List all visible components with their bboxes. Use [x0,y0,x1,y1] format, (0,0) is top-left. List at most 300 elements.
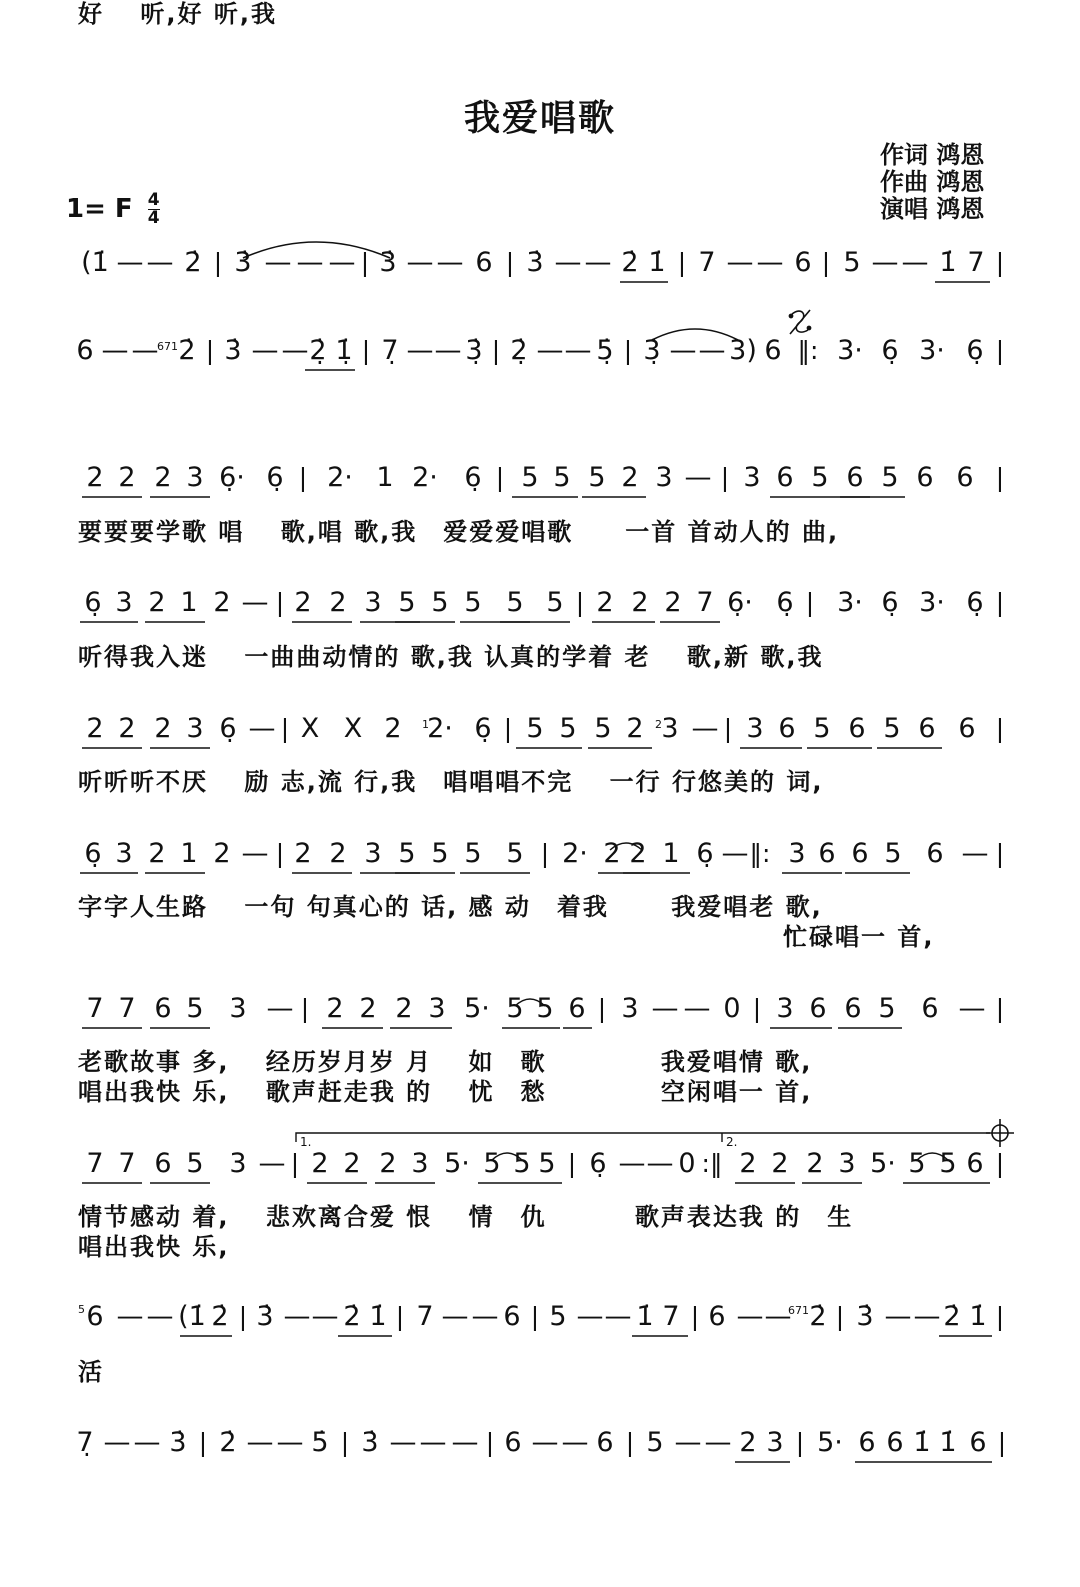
note: — [131,335,159,366]
note: 5 [549,1301,567,1332]
note: 6 [764,335,782,366]
note: 2 [596,587,614,618]
note: 5 [843,247,861,278]
note: 6 [475,247,493,278]
note: — [283,1301,311,1332]
note: 6 [778,713,796,744]
note: 3̇ [234,247,252,278]
time-signature-unit: 4 [147,208,160,228]
note: 6 [851,838,869,869]
note: 3 [186,713,204,744]
note: 2· [412,462,438,493]
note: — [146,247,174,278]
note: — [246,1427,274,1458]
note: 3 [364,838,382,869]
note: 1̇ [648,247,666,278]
barline: | [677,248,687,277]
ending-label: 2. [726,1135,738,1149]
barline: | [485,1428,495,1457]
note: 5̇ [311,1427,329,1458]
note: 2 [621,462,639,493]
note: X [343,713,363,744]
barline: | [995,588,1005,617]
note: 6̣ [966,335,984,366]
note: — [901,247,929,278]
note: 5· [870,1148,896,1179]
note: 6 [958,713,976,744]
note: 2 [329,587,347,618]
note: 6̣ [696,838,714,869]
note: 2 [359,993,377,1024]
note: 6 [966,1148,984,1179]
note: 6 [844,993,862,1024]
note: 7 [86,1148,104,1179]
barline: | [575,588,585,617]
note: 3̣̇ [643,335,661,366]
barline: | [821,248,831,277]
note: — [646,1148,674,1179]
barline: | [805,588,815,617]
note: — [258,1148,286,1179]
barline: | [720,463,730,492]
note: 1 [180,587,198,618]
note: 1̇ [969,1301,987,1332]
note: — [674,1427,702,1458]
barline: | [625,1428,635,1457]
note: 3 [229,1148,247,1179]
note: — [264,247,292,278]
note: — [756,247,784,278]
note: — [584,247,612,278]
note: 3 [186,462,204,493]
note: 5 [398,838,416,869]
barline: | [298,463,308,492]
barline: | [995,714,1005,743]
note: — [281,335,309,366]
note: 5 [521,462,539,493]
note: 6 [76,335,94,366]
note: 2 [806,1148,824,1179]
note: 2 [213,587,231,618]
note: — [961,838,989,869]
note: 2 [395,993,413,1024]
note: 2 [86,462,104,493]
note: 5 [646,1427,664,1458]
note: 5 [546,587,564,618]
note: 2 [213,838,231,869]
note: 2· [427,713,453,744]
note: 6 [154,1148,172,1179]
note: 1̇ [939,247,957,278]
lyric-line: 听听听不厌 励 志,流 行,我 唱唱唱不完 一行 行悠美的 词, [78,768,824,796]
note: — [103,1427,131,1458]
note: 6 [504,1427,522,1458]
note: — [736,1301,764,1332]
note: 2 [329,838,347,869]
note: — [276,1427,304,1458]
note: — [684,462,712,493]
note: (1̇ [81,247,109,278]
svg-text:5: 5 [78,1303,85,1316]
note: 5 [526,713,544,744]
note: 6 [848,713,866,744]
lyric-line: 唱出我快 乐, 歌声赶走我 的 忧 愁 空闲唱一 首, [78,1078,813,1106]
note: 7 [967,247,985,278]
note: 5 [431,587,449,618]
note: 2 [154,713,172,744]
note: 5 [939,1148,957,1179]
barline: | [835,1302,845,1331]
note: 6 [921,993,939,1024]
barline: :‖ [701,1149,723,1178]
note: 2 [664,587,682,618]
note: — [406,247,434,278]
note: — [434,335,462,366]
note: 2̇ [943,1301,961,1332]
note: — [116,247,144,278]
note: 5 [431,838,449,869]
barline: | [995,336,1005,365]
note: 3 [838,1148,856,1179]
note: 6 [886,1427,904,1458]
lyric-line: 要要要学歌 唱 歌,唱 歌,我 爱爱爱唱歌 一首 首动人的 曲, [78,518,840,546]
song-title: 我爱唱歌 [463,98,616,139]
note: 2 [603,838,621,869]
note: 3· [919,587,945,618]
note: 3̇ [856,1301,874,1332]
note: 7̣ [381,335,399,366]
note: — [958,993,986,1024]
credit-singer: 演唱 鸿恩 [880,195,985,223]
note: 5 [881,462,899,493]
note: 6̣ [881,587,899,618]
note: 3 [788,838,806,869]
note: 2 [343,1148,361,1179]
svg-text:671: 671 [788,1304,809,1317]
barline: | [995,839,1005,868]
barline: | [995,248,1005,277]
note: 5 [506,838,524,869]
note: 5 [559,713,577,744]
note: — [311,1301,339,1332]
note: 3̇ [526,247,544,278]
note: 3) [729,335,757,366]
barline: | [360,248,370,277]
svg-text:671: 671 [157,340,178,353]
note: 2· [562,838,588,869]
note: 2 [86,713,104,744]
note: — [913,1301,941,1332]
note: 7 [86,993,104,1024]
note: 6 [596,1427,614,1458]
note: 6 [154,993,172,1024]
note: — [531,1427,559,1458]
note: 6̣ [219,713,237,744]
note: 3 [411,1148,429,1179]
lyric-line: 听得我入迷 一曲曲动情的 歌,我 认真的学着 老 歌,新 歌,我 [78,643,824,671]
barline: | [795,1428,805,1457]
note: 0 [723,993,741,1024]
note: — [618,1148,646,1179]
note: 6 [503,1301,521,1332]
note: — [406,335,434,366]
note: — [871,247,899,278]
barline: | [995,1149,1005,1178]
credit-composer: 作曲 鸿恩 [880,168,985,196]
barline: | [275,588,285,617]
note: — [698,335,726,366]
note: 1 [376,462,394,493]
barline: | [995,1302,1005,1331]
note: 1̇ [913,1427,931,1458]
key-label: 1= F [66,194,133,224]
note: — [116,1301,144,1332]
note: 7 [416,1301,434,1332]
note: 5 [186,1148,204,1179]
svg-text:2: 2 [655,718,662,731]
note: 5 [464,838,482,869]
note: 6̣ [589,1148,607,1179]
note: 3 [655,462,673,493]
barline: | [238,1302,248,1331]
note: 2 [626,713,644,744]
note: 3 [766,1427,784,1458]
note: 3 [746,713,764,744]
note: 2̇ [219,1427,237,1458]
note: 3· [837,335,863,366]
note: — [251,335,279,366]
note: 1 [180,838,198,869]
note: 5 [506,587,524,618]
note: X [300,713,320,744]
barline: | [723,714,733,743]
note: 6 [969,1427,987,1458]
note: 5 [536,993,554,1024]
note: 3̇ [256,1301,274,1332]
note: 2 [384,713,402,744]
note: 2 [379,1148,397,1179]
note: 3 [428,993,446,1024]
note: 5· [444,1148,470,1179]
time-signature-beats: 4 [147,190,160,210]
note: 5 [813,713,831,744]
barline: | [198,1428,208,1457]
note: 2̇ [211,1301,229,1332]
note: 0 [678,1148,696,1179]
barline: | [503,714,513,743]
note: 6 [708,1301,726,1332]
note: 6̣ [84,838,102,869]
note: — [554,247,582,278]
barline: | [361,336,371,365]
note: — [721,838,749,869]
note: 1 [662,838,680,869]
note: 3 [364,587,382,618]
note: 2 [294,838,312,869]
note: — [561,1427,589,1458]
volta-brackets [296,1133,990,1142]
note: 2 [294,587,312,618]
note: 2 [148,587,166,618]
lyric-line: 忙碌唱一 首, [783,923,935,951]
note: — [536,335,564,366]
note: — [133,1427,161,1458]
note: 3̇ [379,247,397,278]
key-signature [66,192,160,227]
note: 5 [811,462,829,493]
note: 3̇ [224,335,242,366]
note: — [576,1301,604,1332]
note: — [146,1301,174,1332]
note: 2 [739,1427,757,1458]
note: 3 [115,587,133,618]
barline: | [395,1302,405,1331]
barline: | [300,994,310,1023]
barline: | [752,994,762,1023]
note: 3 [661,713,679,744]
note: 5· [464,993,490,1024]
note: — [564,335,592,366]
note: 5 [464,587,482,618]
note: — [241,838,269,869]
barline: | [530,1302,540,1331]
note: 3 [115,838,133,869]
barline: | [213,248,223,277]
barline: ‖: [749,839,771,868]
note: 3 [229,993,247,1024]
credit-lyricist: 作词 鸿恩 [880,141,985,169]
note: 5 [878,993,896,1024]
note: 2̇ [809,1301,827,1332]
barline: | [995,463,1005,492]
note: 7 [118,993,136,1024]
note: 2̇ [621,247,639,278]
svg-text:1: 1 [422,718,429,731]
coda-icon [986,1119,1014,1147]
note: 5 [908,1148,926,1179]
lyric-line: 唱出我快 乐, [78,1233,230,1261]
note: 5 [884,838,902,869]
note: 6 [568,993,586,1024]
note: — [604,1301,632,1332]
note: 2̇ [343,1301,361,1332]
note: 5 [588,462,606,493]
note: 2 [118,462,136,493]
note: 3̣̇ [465,335,483,366]
note: 2 [771,1148,789,1179]
barline: | [995,994,1005,1023]
note: 5̣̇ [596,335,614,366]
note: — [389,1427,417,1458]
note: 6 [794,247,812,278]
note: (1̇ [178,1301,206,1332]
note: 6 [858,1427,876,1458]
lyric-line: 活 [78,1358,104,1386]
barline: | [505,248,515,277]
note: 2· [327,462,353,493]
note: 7 [698,247,716,278]
note: 3̇ [361,1427,379,1458]
ending-label: 1. [300,1135,312,1149]
note: — [101,335,129,366]
time-signature [148,192,160,227]
note: — [248,713,276,744]
note: 6 [86,1301,104,1332]
barline: | [275,839,285,868]
note: 7 [118,1148,136,1179]
note: 5 [186,993,204,1024]
note: — [419,1427,447,1458]
note: 2 [311,1148,329,1179]
note: 2 [148,838,166,869]
note: 5 [483,1148,501,1179]
note: — [451,1427,479,1458]
note: — [704,1427,732,1458]
note: 6 [776,462,794,493]
note: 6 [956,462,974,493]
note: 6 [818,838,836,869]
note: 5 [883,713,901,744]
note: 2 [118,713,136,744]
note: — [296,247,324,278]
note: 6̣ [881,335,899,366]
barline: | [495,463,505,492]
note: 3 [776,993,794,1024]
note: 6̣ [966,587,984,618]
note: 2 [631,587,649,618]
note: 6̣ [266,462,284,493]
note: 5 [398,587,416,618]
note: — [266,993,294,1024]
note: — [241,587,269,618]
note: 6̣ [776,587,794,618]
note: 6 [926,838,944,869]
note: — [328,247,356,278]
note: 2̇ [184,247,202,278]
note: 5 [513,1148,531,1179]
note: 2̣̇ [309,335,327,366]
credits [880,142,984,223]
note: 1̇ [939,1427,957,1458]
note: 3 [621,993,639,1024]
barline: | [340,1428,350,1457]
note: 1̣̇ [335,335,353,366]
note: 5 [594,713,612,744]
note: — [471,1301,499,1332]
note: — [726,247,754,278]
note: 6̣ [464,462,482,493]
note: — [436,247,464,278]
note: 5 [538,1148,556,1179]
note: 3· [837,587,863,618]
note: 6 [846,462,864,493]
barline: | [567,1149,577,1178]
note: 5 [506,993,524,1024]
note: — [691,713,719,744]
note: 2 [326,993,344,1024]
note: 6 [916,462,934,493]
note: 7 [696,587,714,618]
barline: | [205,336,215,365]
note: — [764,1301,792,1332]
lyric-line: 字字人生路 一句 句真心的 话, 感 动 着我 我爱唱老 歌, [78,893,823,921]
note: 7̣ [76,1427,94,1458]
note: 2 [739,1148,757,1179]
lyric-line: 情节感动 着, 悲欢离合爱 恨 情 仇 歌声表达我 的 生 [78,1203,854,1231]
note: 6 [809,993,827,1024]
note: 5 [553,462,571,493]
note: 3· [919,335,945,366]
